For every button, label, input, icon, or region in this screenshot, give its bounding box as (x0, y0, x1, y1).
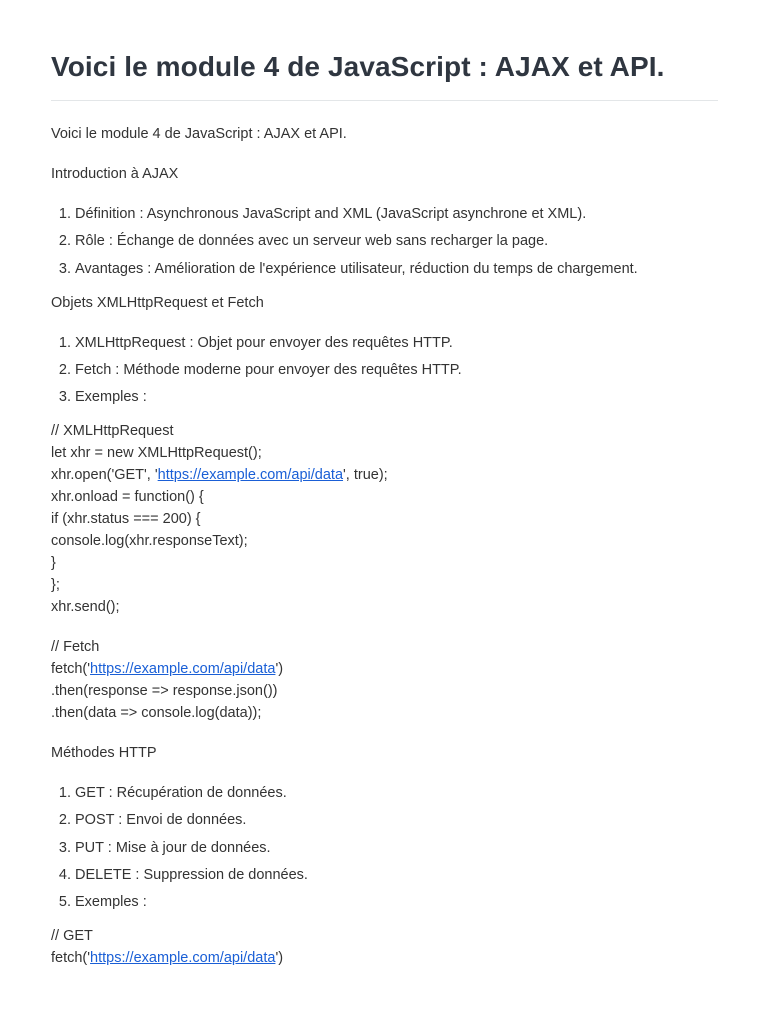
code-text: xhr.open('GET', ' (51, 467, 158, 484)
list-item: 2. Fetch : Méthode moderne pour envoyer des requêtes HTTP. (75, 359, 718, 381)
section-heading-ajax-intro: Introduction à AJAX (51, 166, 179, 182)
code-line (51, 658, 718, 680)
code-line: xhr.send(); (51, 599, 120, 616)
code-text: fetch(' (51, 661, 91, 678)
list-item: 3. Exemples : (75, 386, 718, 408)
code-line: console.log(xhr.responseText); (51, 533, 248, 550)
list-item: 1. GET : Récupération de données. (75, 782, 718, 804)
code-line: if (xhr.status === 200) { (51, 511, 201, 528)
title-divider (51, 100, 718, 101)
code-line (51, 464, 718, 486)
list-item: 3. Avantages : Amélioration de l'expérience utilisateur, réduction du temps de chargement. (75, 258, 718, 280)
list-item: 2. Rôle : Échange de données avec un serveur web sans recharger la page. (75, 230, 718, 252)
code-line: } (51, 555, 56, 572)
page-title: Voici le module 4 de JavaScript : AJAX et API. (51, 51, 665, 82)
http-methods-list (51, 782, 718, 913)
code-block-fetch (51, 636, 718, 724)
list-item: 1. XMLHttpRequest : Objet pour envoyer des requêtes HTTP. (75, 332, 718, 354)
list-item: 2. POST : Envoi de données. (75, 809, 718, 831)
code-text: ') (275, 661, 284, 678)
code-text: ') (275, 950, 284, 967)
list-item: 5. Exemples : (75, 891, 718, 913)
code-line: xhr.onload = function() { (51, 489, 204, 506)
code-text: ', true); (343, 467, 388, 484)
list-item: 1. Définition : Asynchronous JavaScript and XML (JavaScript asynchrone et XML). (75, 203, 718, 225)
code-text: fetch(' (51, 950, 91, 967)
code-comment: // Fetch (51, 639, 100, 656)
section-heading-xhr-fetch: Objets XMLHttpRequest et Fetch (51, 294, 264, 311)
code-line: }; (51, 577, 60, 594)
api-url-link[interactable]: https://example.com/api/data (90, 661, 276, 678)
api-url-link[interactable]: https://example.com/api/data (157, 467, 344, 484)
code-comment: // XMLHttpRequest (51, 423, 174, 440)
code-line: .then(data => console.log(data)); (51, 705, 262, 722)
code-line (51, 947, 718, 969)
code-block-get (51, 925, 718, 969)
code-comment: // GET (51, 928, 93, 945)
ajax-intro-list (51, 203, 718, 280)
code-line: let xhr = new XMLHttpRequest(); (51, 445, 262, 462)
list-item: 4. DELETE : Suppression de données. (75, 864, 718, 886)
list-item: 3. PUT : Mise à jour de données. (75, 837, 718, 859)
code-block-xhr (51, 420, 718, 618)
api-url-link[interactable]: https://example.com/api/data (90, 950, 276, 967)
intro-paragraph: Voici le module 4 de JavaScript : AJAX et API. (51, 126, 347, 142)
code-line: .then(response => response.json()) (51, 683, 278, 700)
xhr-fetch-list (51, 332, 718, 409)
section-heading-http-methods: Méthodes HTTP (51, 745, 157, 762)
